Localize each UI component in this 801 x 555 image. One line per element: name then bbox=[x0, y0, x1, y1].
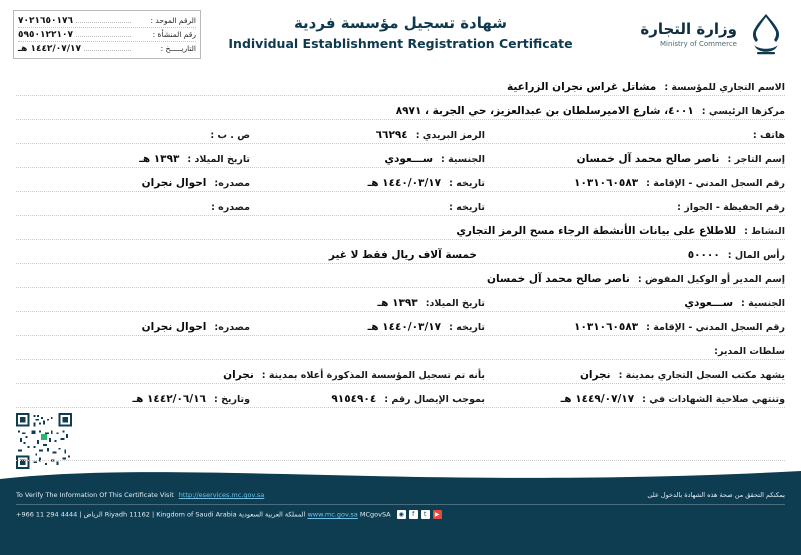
meta-value: ٧٠٢١٦٥٠١٧٦ bbox=[18, 15, 73, 26]
manager-civil-id-label: رقم السجل المدني - الإقامة : bbox=[646, 322, 785, 333]
row-capital bbox=[16, 240, 785, 264]
attestation-value: نجران bbox=[579, 369, 611, 381]
title-english: Individual Establishment Registration Certificate bbox=[228, 36, 573, 51]
capital-label: رأس المال : bbox=[727, 250, 785, 261]
activity bbox=[456, 225, 785, 237]
manager bbox=[487, 273, 785, 285]
manager-civil-id-value: ١٠٣١٠٦٠٥٨٣ bbox=[574, 321, 639, 333]
certificate-body bbox=[16, 72, 785, 408]
expiry-label: وتنتهي صلاحية الشهادات في : bbox=[642, 394, 785, 405]
footer-riyadh-en: Riyadh 11162 bbox=[104, 510, 150, 519]
manager-civil-id-date bbox=[250, 321, 485, 333]
row-civil-id bbox=[16, 168, 785, 192]
meta-label: التاريـــــخ : bbox=[160, 43, 196, 53]
merchant-label: إسم التاجر : bbox=[727, 154, 785, 165]
passport-source-label: مصدره : bbox=[211, 202, 250, 213]
civil-id-date-value: ١٤٤٠/٠٣/١٧ هـ bbox=[367, 177, 442, 189]
document-footer bbox=[0, 481, 801, 555]
separator-2: | bbox=[151, 510, 157, 519]
saudi-emblem-icon bbox=[745, 12, 787, 58]
activity-label: النشاط : bbox=[744, 226, 785, 237]
receipt bbox=[250, 393, 485, 405]
activity-value: للاطلاع على بيانات الأنشطة الرجاء مسح الرمز التجاري bbox=[456, 225, 737, 237]
manager-civil-id-date-label: تاريخه : bbox=[449, 322, 485, 333]
manager-nationality-label: الجنسية : bbox=[741, 298, 785, 309]
civil-id-label: رقم السجل المدني - الإقامة : bbox=[646, 178, 785, 189]
footer-riyadh-ar: الرياض bbox=[83, 510, 103, 519]
manager-value: ناصر صالح محمد آل خمسان bbox=[486, 273, 630, 285]
footer-contact-row bbox=[16, 505, 785, 519]
meta-label: الرقم الموحد : bbox=[150, 15, 196, 25]
passport-label: رقم الحفيظة - الجواز : bbox=[677, 202, 785, 213]
manager-birthdate bbox=[250, 297, 485, 309]
manager-birthdate-value: ١٣٩٣ هـ bbox=[377, 297, 418, 309]
footer-content bbox=[0, 481, 801, 555]
title-arabic: شهادة تسجيل مؤسسة فردية bbox=[293, 14, 508, 32]
ministry-name-english: Ministry of Commerce bbox=[660, 40, 737, 49]
po-box bbox=[16, 130, 250, 141]
birthdate-label: تاريخ الميلاد : bbox=[187, 154, 250, 165]
postal-code bbox=[250, 129, 485, 141]
separator-1: | bbox=[79, 510, 84, 519]
footer-verify-row bbox=[16, 491, 785, 505]
footer-kingdom-ar: المملكة العربية السعودية bbox=[238, 510, 306, 519]
row-activity bbox=[16, 216, 785, 240]
phone-label: هاتف : bbox=[752, 130, 785, 141]
attestation-city bbox=[485, 369, 785, 381]
expiry-value: ١٤٤٩/٠٧/١٧ هـ bbox=[560, 393, 635, 405]
capital-words bbox=[16, 249, 485, 261]
birthdate bbox=[16, 153, 250, 165]
verify-text-arabic: يمكنكم التحقق من صحة هذه الشهادة بالدخول على bbox=[647, 491, 785, 499]
capital bbox=[485, 249, 785, 261]
manager-label: إسم المدير أو الوكيل المفوض : bbox=[637, 274, 785, 285]
civil-id-source-label: مصدره: bbox=[214, 178, 250, 189]
attestation2-value: نجران bbox=[223, 369, 254, 381]
civil-id-source bbox=[16, 177, 250, 189]
postal-code-value: ٦٦٢٩٤ bbox=[375, 129, 408, 141]
footer-kingdom-en: Kingdom of Saudi Arabia bbox=[156, 510, 237, 519]
row-expiry bbox=[16, 384, 785, 408]
twitter-icon[interactable]: t bbox=[421, 510, 430, 519]
civil-id-source-value: احوال نجران bbox=[141, 177, 207, 189]
manager-nationality bbox=[485, 297, 785, 309]
passport-source bbox=[16, 202, 250, 213]
row-main-center bbox=[16, 96, 785, 120]
manager-nationality-value: ســـعودي bbox=[684, 297, 734, 309]
main-center-value: ٤٠٠١، شارع الاميرسلطان بن عبدالعزيز، حي الجربة ، ٨٩٧١ bbox=[395, 105, 694, 117]
row-trade-name bbox=[16, 72, 785, 96]
expiry bbox=[485, 393, 785, 405]
receipt-date-label: وتاريخ : bbox=[213, 394, 250, 405]
nationality-value: ســـعودي bbox=[384, 153, 434, 165]
manager-civil-id-source-value: احوال نجران bbox=[141, 321, 207, 333]
instagram-icon[interactable]: ◉ bbox=[398, 511, 404, 518]
verify-link[interactable]: http://eservices.mc.gov.sa bbox=[178, 491, 265, 499]
row-contact bbox=[16, 120, 785, 144]
manager-civil-id-date-value: ١٤٤٠/٠٣/١٧ هـ bbox=[367, 321, 442, 333]
nationality bbox=[250, 153, 485, 165]
receipt-date bbox=[16, 393, 250, 405]
main-center bbox=[396, 105, 785, 117]
merchant bbox=[485, 153, 785, 165]
civil-id-date-label: تاريخه : bbox=[449, 178, 485, 189]
passport bbox=[485, 202, 785, 213]
civil-id-date bbox=[250, 177, 485, 189]
receipt-value: ٩١٥٤٩٠٤ bbox=[331, 393, 377, 405]
receipt-date-value: ١٤٤٢/٠٦/١٦ هـ bbox=[132, 393, 206, 405]
ministry-logo bbox=[640, 12, 787, 58]
authorities bbox=[706, 346, 785, 357]
manager-birthdate-label: تاريخ الميلاد: bbox=[425, 298, 485, 309]
civil-id-value: ١٠٣١٠٦٠٥٨٣ bbox=[574, 177, 639, 189]
postal-code-label: الرمز البريدي : bbox=[415, 130, 485, 141]
civil-id bbox=[485, 177, 785, 189]
attestation2-label: بأنه تم تسجيل المؤسسة المذكورة أعلاه بمدينة : bbox=[261, 370, 485, 381]
attestation-registered-city bbox=[16, 369, 485, 381]
manager-civil-id-source bbox=[16, 321, 250, 333]
youtube-icon[interactable]: ▶ bbox=[433, 510, 442, 519]
ministry-name-arabic: وزارة التجارة bbox=[640, 20, 737, 39]
authorities-label: سلطات المدير: bbox=[714, 346, 785, 357]
meta-label: رقم المنشأة : bbox=[152, 29, 196, 39]
footer-website[interactable]: www.mc.gov.sa bbox=[307, 510, 358, 519]
trade-name bbox=[507, 81, 785, 93]
row-manager-nationality bbox=[16, 288, 785, 312]
row-passport bbox=[16, 192, 785, 216]
row-merchant bbox=[16, 144, 785, 168]
row-attestation bbox=[16, 360, 785, 384]
phone bbox=[485, 130, 785, 141]
birthdate-value: ١٣٩٣ هـ bbox=[139, 153, 180, 165]
passport-date-label: تاريخه : bbox=[449, 202, 485, 213]
capital-value: ٥٠٠٠٠ bbox=[687, 249, 720, 261]
receipt-label: بموجب الإيصال رقم : bbox=[384, 394, 485, 405]
merchant-value: ناصر صالح محمد آل خمسان bbox=[576, 153, 720, 165]
row-authorities bbox=[16, 336, 785, 360]
trade-name-value: مشاتل غراس نجران الزراعية bbox=[506, 81, 657, 93]
nationality-label: الجنسية : bbox=[441, 154, 485, 165]
meta-value: ١٤٤٢/٠٧/١٧ هـ bbox=[18, 43, 81, 54]
manager-civil-id-source-label: مصدره: bbox=[214, 322, 250, 333]
capital-words-value: خمسة آلاف ريال فقط لا غير bbox=[328, 249, 477, 261]
divider bbox=[16, 460, 785, 461]
row-manager-civil-id bbox=[16, 312, 785, 336]
po-box-label: ص . ب : bbox=[210, 130, 250, 141]
trade-name-label: الاسم التجاري للمؤسسة : bbox=[664, 82, 785, 93]
ministry-logo-text bbox=[640, 20, 737, 49]
passport-date bbox=[250, 202, 485, 213]
verify-text-english: To Verify The Information Of This Certificate Visit bbox=[16, 491, 174, 499]
main-center-label: مركزها الرئيسي : bbox=[701, 106, 785, 117]
social-icons bbox=[397, 510, 442, 519]
attestation-label: يشهد مكتب السجل التجاري بمدينة : bbox=[618, 370, 785, 381]
footer-phone: +966 11 294 4444 bbox=[16, 510, 78, 519]
document-header bbox=[0, 0, 801, 68]
manager-civil-id bbox=[485, 321, 785, 333]
facebook-icon[interactable]: f bbox=[409, 510, 418, 519]
row-manager bbox=[16, 264, 785, 288]
footer-contact-left bbox=[16, 510, 446, 519]
footer-handle: MCgovSA bbox=[359, 510, 391, 519]
meta-value: ٥٩٥٠١٢٢١٠٧ bbox=[18, 29, 73, 40]
